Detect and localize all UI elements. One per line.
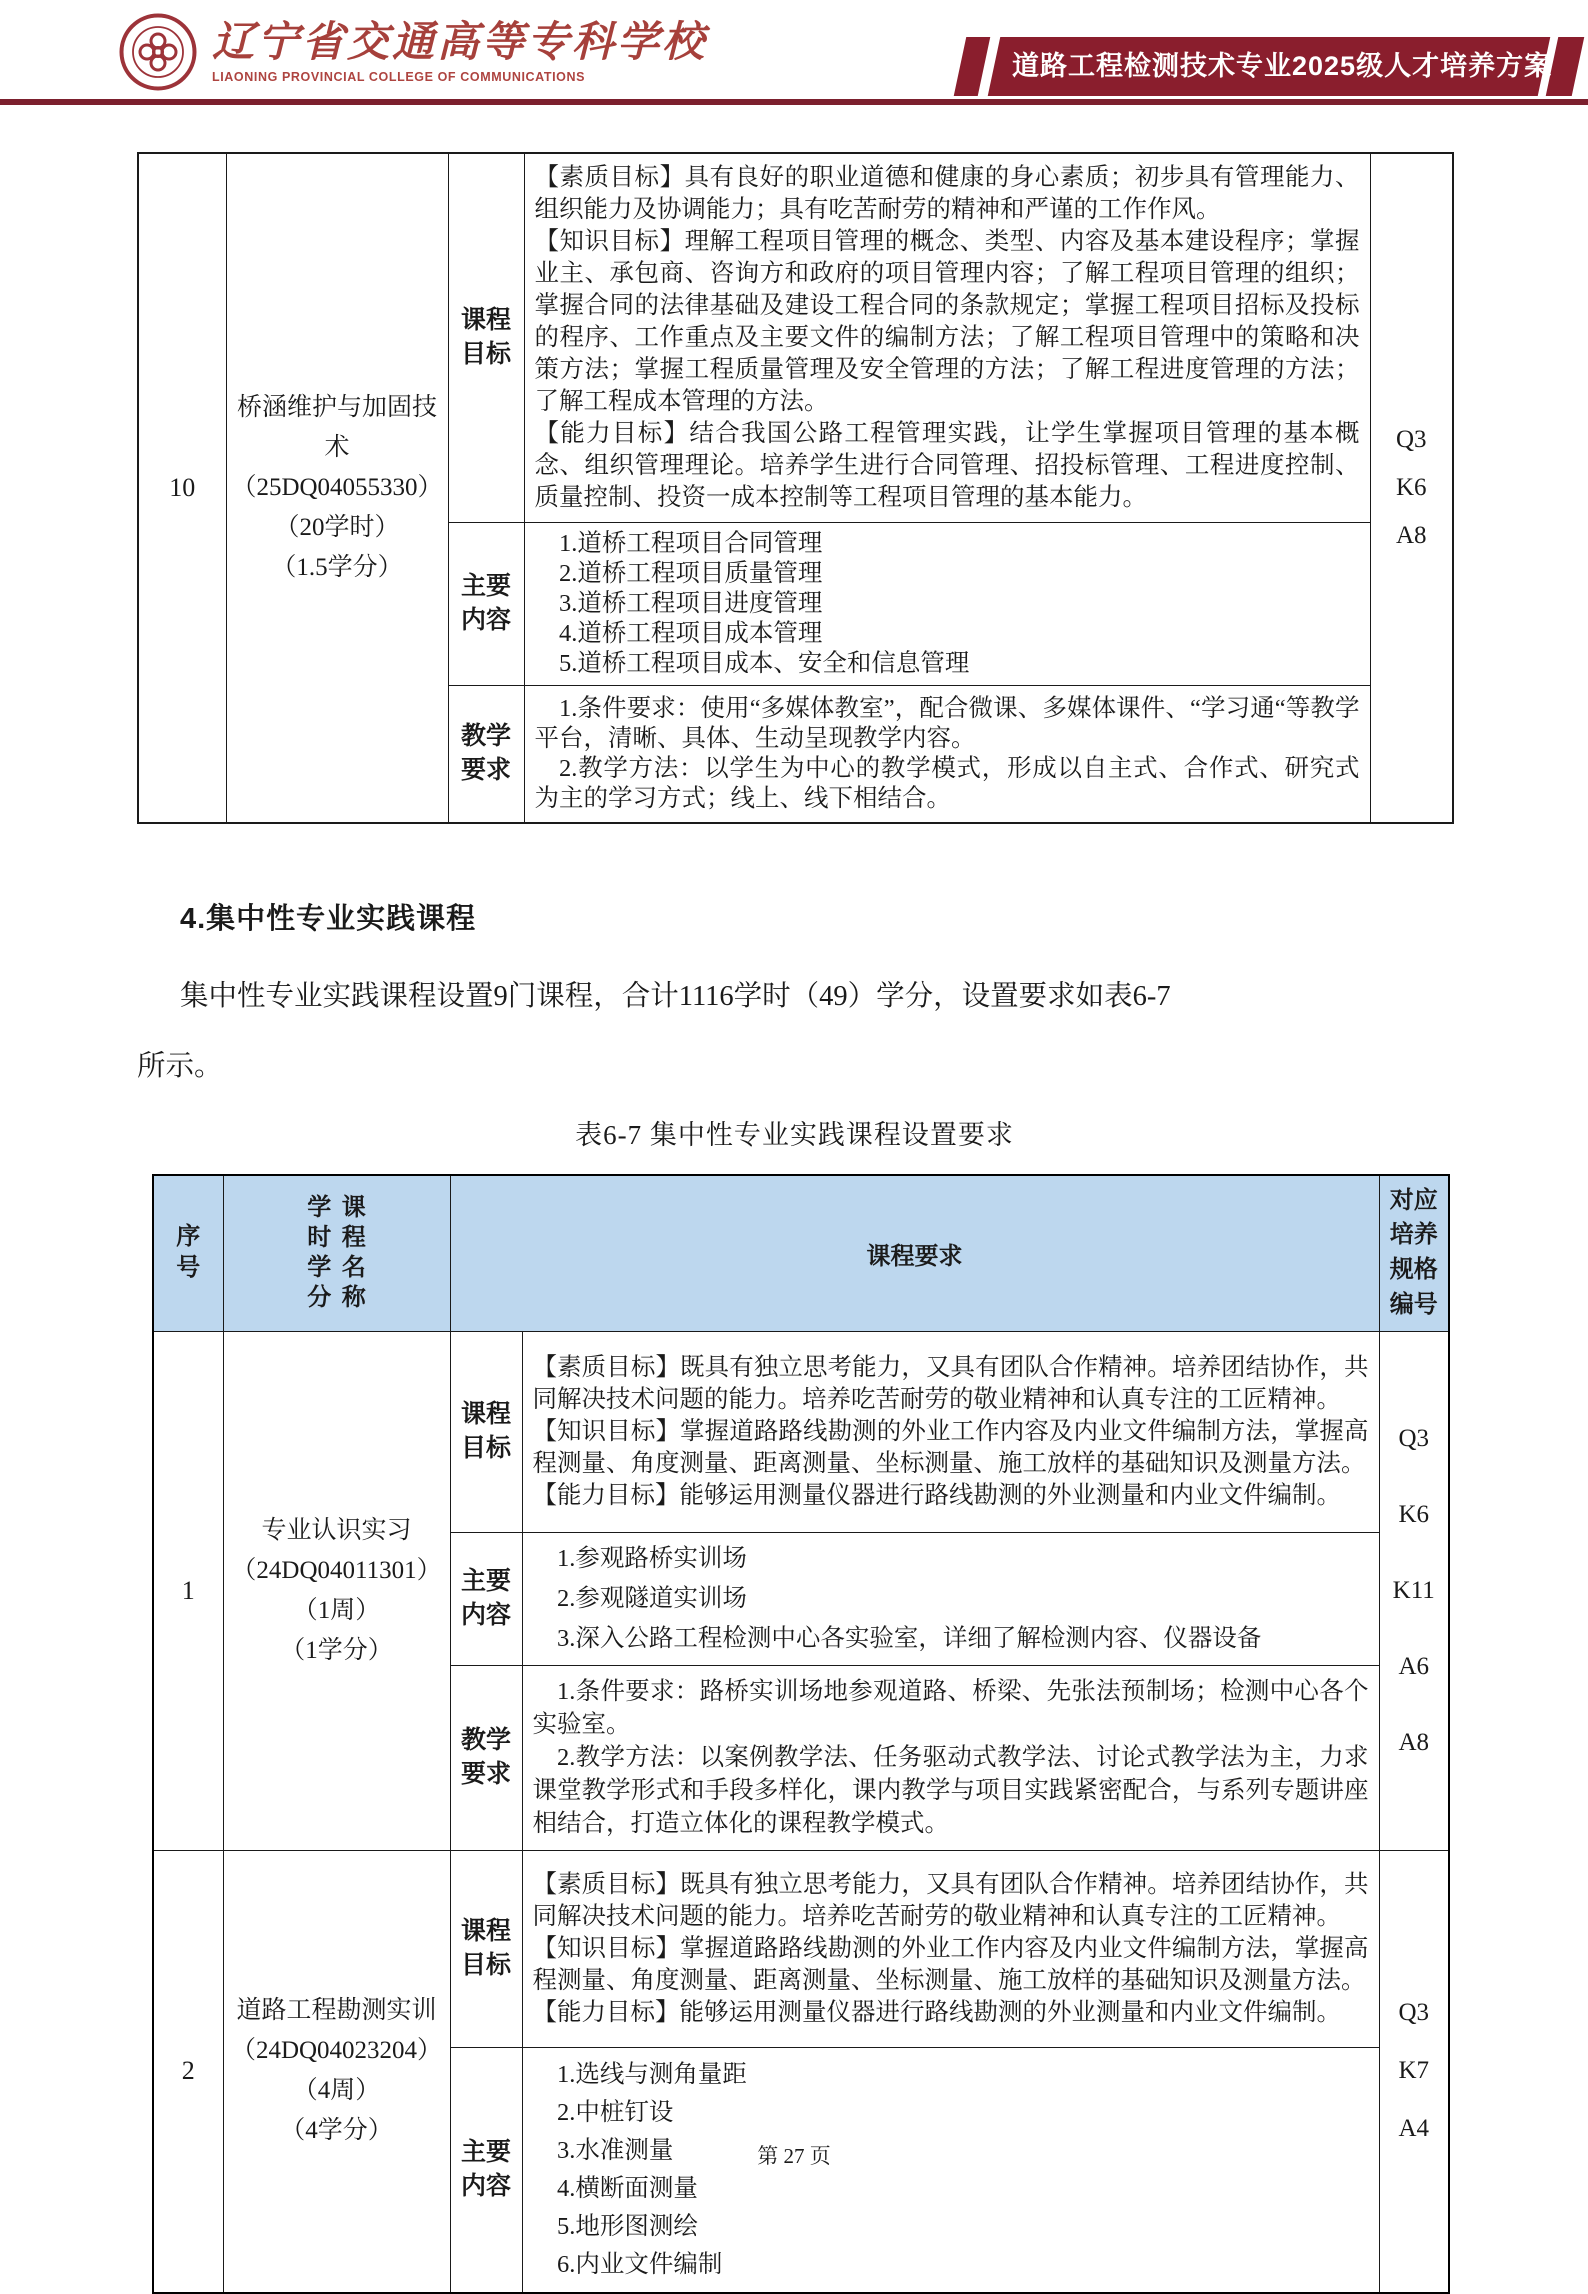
ability-objective: 【能力目标】结合我国公路工程管理实践，让学生掌握项目管理的基本概念、组织管理理论。培养学生进行合同管理、招投标管理、工程进度控制、质量控制、投资一成本控制等工程项目管理的基本能力。: [534, 420, 1360, 511]
content-item: 1.道桥工程项目合同管理: [559, 530, 823, 557]
teaching-condition: 1.条件要求：路桥实训场地参观道路、桥梁、先张法预制场；检测中心各个实验室。: [532, 1678, 1369, 1738]
course-code: （25DQ04055330）: [231, 474, 443, 501]
course-name-cell: [223, 1850, 450, 2293]
course-name-wrap: 术: [324, 434, 350, 461]
spec-code: A4: [1398, 2115, 1430, 2142]
section-paragraph-line2: 所示。: [137, 1051, 223, 1082]
content-item: 6.内业文件编制: [557, 2250, 723, 2278]
teaching-label: 教学要求: [460, 1726, 511, 1788]
banner-wedge-shape: [954, 37, 991, 96]
content-item: 5.地形图测绘: [557, 2212, 698, 2240]
objectives-label: 课程目标: [460, 1917, 511, 1979]
table-header-row: [153, 1175, 1449, 1331]
knowledge-objective: 【知识目标】掌握道路路线勘测的外业工作内容及内业文件编制方法，掌握高程测量、角度测量、距离测量、坐标测量、施工放样的基础知识及测量方法。: [532, 1417, 1369, 1477]
header-spec: 对应培养规格编号: [1389, 1187, 1438, 1319]
ability-objective: 【能力目标】能够运用测量仪器进行路线勘测的外业测量和内业文件编制。: [532, 1481, 1341, 1509]
spec-codes-cell: [1379, 1331, 1449, 1850]
spec-code: A8: [1398, 1728, 1430, 1756]
course-name: 桥涵维护与加固技: [236, 394, 437, 421]
course-name-cell: [226, 153, 448, 823]
spec-code: K11: [1392, 1576, 1435, 1604]
teaching-label: 教学要求: [460, 723, 511, 784]
section-paragraph-line1: 集中性专业实践课程设置9门课程，合计1116学时（49）学分，设置要求如表6-7: [180, 981, 1171, 1012]
course-weeks: （1周）: [292, 1596, 381, 1624]
teaching-label-cell: [448, 686, 524, 824]
objectives-label-cell: [448, 153, 524, 523]
header-hours-credits: 学时学分: [307, 1195, 332, 1312]
course-name: 道路工程勘测实训: [236, 1997, 437, 2024]
content-item: 1.选线与测角量距: [557, 2060, 747, 2088]
teaching-cell: [522, 1665, 1379, 1850]
table-caption: 表6-7 集中性专业实践课程设置要求: [575, 1120, 1014, 1150]
objectives-cell: [522, 1850, 1379, 2047]
course-code: （24DQ04011301）: [231, 1556, 442, 1584]
content-label: 主要内容: [460, 573, 511, 634]
content-label-cell: [448, 523, 524, 686]
objectives-label-cell: [450, 1850, 522, 2047]
spec-code: K6: [1398, 1500, 1430, 1528]
course-credits: （1学分）: [280, 1636, 393, 1664]
spec-code: K6: [1395, 474, 1427, 501]
spec-code: A6: [1398, 1652, 1430, 1680]
quality-objective: 【素质目标】既具有独立思考能力，又具有团队合作精神。培养团结协作，共同解决技术问题的能力。培养吃苦耐劳的敬业精神和认真专注的工匠精神。: [532, 1353, 1369, 1413]
content-label-cell: [450, 1532, 522, 1665]
objectives-label-cell: [450, 1331, 522, 1532]
spec-code: Q3: [1398, 1424, 1430, 1452]
spec-codes-cell: [1370, 153, 1453, 823]
seq-cell: 2: [153, 1850, 223, 2293]
course-code: （24DQ04023204）: [230, 2037, 443, 2064]
header-course-cell: [223, 1175, 450, 1331]
header-requirements-cell: 课程要求: [450, 1175, 1379, 1331]
section-heading: 4.集中性专业实践课程: [180, 903, 477, 935]
spec-code: A8: [1395, 522, 1427, 549]
teaching-label-cell: [450, 1665, 522, 1850]
header-course-vertical: [224, 1193, 450, 1313]
spec-code: Q3: [1398, 1999, 1430, 2026]
main-content-cell: [522, 1532, 1379, 1665]
knowledge-objective: 【知识目标】掌握道路路线勘测的外业工作内容及内业文件编制方法，掌握高程测量、角度测量、距离测量、坐标测量、施工放样的基础知识及测量方法。: [532, 1934, 1369, 1994]
course-credits: （1.5学分）: [271, 554, 403, 581]
document-title-banner: 道路工程检测技术专业2025级人才培养方案: [1012, 51, 1553, 81]
teaching-cell: [524, 686, 1370, 824]
college-name-en: LIAONING PROVINCIAL COLLEGE OF COMMUNICATIONS: [212, 69, 586, 84]
seq-cell: 10: [138, 153, 226, 823]
quality-objective: 【素质目标】既具有独立思考能力，又具有团队合作精神。培养团结协作，共同解决技术问题的能力。培养吃苦耐劳的敬业精神和认真专注的工匠精神。: [532, 1870, 1369, 1930]
content-item: 1.参观路桥实训场: [557, 1544, 747, 1572]
content-item: 4.道桥工程项目成本管理: [559, 620, 823, 647]
objectives-label: 课程目标: [460, 1400, 511, 1462]
course-hours: （20学时）: [274, 514, 400, 541]
teaching-condition: 1.条件要求：使用“多媒体教室”，配合微课、多媒体课件、“学习通“等教学平台，清晰、具体、生动呈现教学内容。: [534, 695, 1360, 752]
content-item: 3.水准测量: [557, 2136, 674, 2164]
page-header: [0, 0, 1588, 106]
header-spec-cell: [1379, 1175, 1449, 1331]
objectives-label: 课程目标: [460, 307, 511, 368]
seq-cell: 1: [153, 1331, 223, 1850]
course-name-cell: [223, 1331, 450, 1850]
spec-code: K7: [1398, 2057, 1430, 2084]
spec-codes-cell: [1379, 1850, 1449, 2293]
course-name: 专业认识实习: [261, 1516, 412, 1544]
table-row: [153, 1331, 1449, 1532]
header-rule: [0, 99, 1588, 105]
header-seq: 序号: [176, 1224, 201, 1282]
spec-code: Q3: [1395, 426, 1427, 453]
college-name-cn: 辽宁省交通高等专科学校: [212, 20, 708, 67]
content-item: 2.道桥工程项目质量管理: [559, 560, 823, 587]
table-row: [138, 153, 1453, 523]
knowledge-objective: 【知识目标】理解工程项目管理的概念、类型、内容及基本建设程序；掌握业主、承包商、咨询方和政府的项目管理内容；了解工程项目管理的组织；掌握合同的法律基础及建设工程合同的条款规定；掌握工程项目招标及投标的程序、工作重点及主要文件的编制方法；了解工程项目管理中的策略和决策方法；掌握工程质量管理及安全管理的方法；了解工程进度管理的方法；了解工程成本管理的方法。: [534, 228, 1360, 415]
ability-objective: 【能力目标】能够运用测量仪器进行路线勘测的外业测量和内业文件编制。: [532, 1998, 1341, 2026]
objectives-cell: [522, 1331, 1379, 1532]
header-course-name: 课程名称: [341, 1195, 366, 1312]
main-content-cell: [524, 523, 1370, 686]
content-item: 3.深入公路工程检测中心各实验室，详细了解检测内容、仪器设备: [557, 1624, 1262, 1652]
college-seal-icon: [118, 12, 198, 92]
table-row: [153, 1850, 1449, 2047]
college-logo: [118, 12, 707, 92]
content-label: 主要内容: [460, 2138, 511, 2200]
course-table-continued: [137, 152, 1454, 824]
content-item: 2.中桩钉设: [557, 2098, 674, 2126]
page-number: 第 27 页: [757, 2144, 831, 2168]
content-item: 5.道桥工程项目成本、安全和信息管理: [559, 650, 970, 677]
teaching-method: 2.教学方法：以案例教学法、任务驱动式教学法、讨论式教学法为主，力求课堂教学形式和手段多样化，课内教学与项目实践紧密配合，与系列专题讲座相结合，打造立体化的课程教学模式。: [532, 1744, 1369, 1837]
objectives-cell: [524, 153, 1370, 523]
college-name-block: [212, 20, 707, 83]
teaching-method: 2.教学方法：以学生为中心的教学模式，形成以自主式、合作式、研究式为主的学习方式；线上、线下相结合。: [534, 755, 1360, 812]
course-weeks: （4周）: [292, 2077, 381, 2104]
content-label: 主要内容: [460, 1567, 511, 1629]
practice-course-table: [152, 1174, 1450, 2294]
content-item: 4.横断面测量: [557, 2174, 698, 2202]
header-seq-cell: [153, 1175, 223, 1331]
quality-objective: 【素质目标】具有良好的职业道德和健康的身心素质；初步具有管理能力、组织能力及协调能力；具有吃苦耐劳的精神和严谨的工作作风。: [534, 164, 1360, 223]
content-item: 3.道桥工程项目进度管理: [559, 590, 823, 617]
course-credits: （4学分）: [280, 2117, 393, 2144]
content-item: 2.参观隧道实训场: [557, 1584, 747, 1612]
